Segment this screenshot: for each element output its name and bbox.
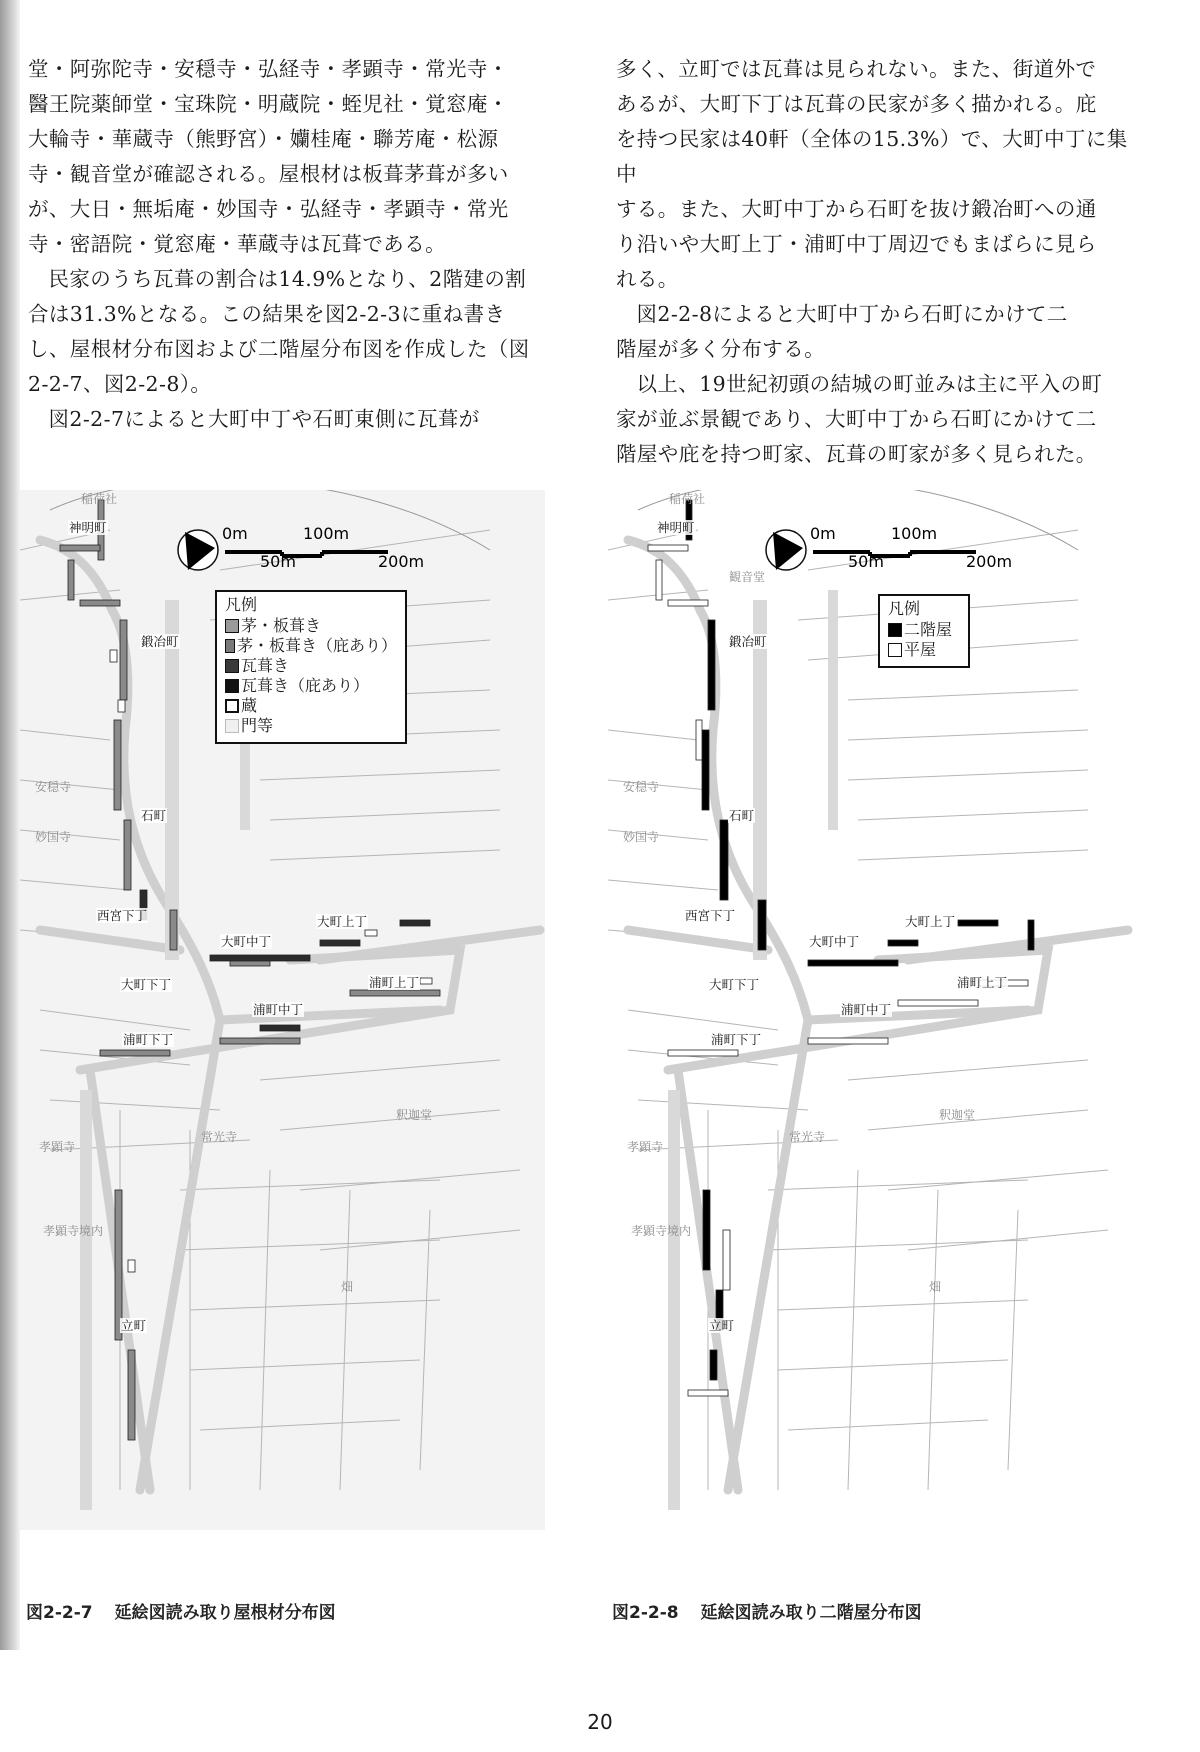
map-label: 浦町下丁 xyxy=(123,1032,174,1047)
swatch-icon xyxy=(888,643,902,657)
legend-item: 二階屋 xyxy=(888,620,960,640)
map-label: 常光寺 xyxy=(201,1130,238,1144)
map-label: 常光寺 xyxy=(789,1130,826,1144)
page-number: 20 xyxy=(587,1710,613,1734)
paragraph-line: あるが、大町下丁は瓦葺の民家が多く描かれる。庇 xyxy=(616,92,1097,116)
scale-50m: 50m xyxy=(260,552,296,571)
paragraph-line: 醫王院薬師堂・宝珠院・明蔵院・蛭児社・覚窓庵・ xyxy=(28,92,509,116)
map-label: 畑 xyxy=(341,1280,354,1294)
scale-100m: 100m xyxy=(303,524,350,543)
page-binding-shadow xyxy=(0,0,20,1650)
legend-item: 瓦葺き xyxy=(225,656,397,676)
paragraph-line: 多く、立町では瓦葺は見られない。また、街道外で xyxy=(616,57,1097,81)
map-label: 稲荷社 xyxy=(669,492,706,506)
map-label: 孝顕寺境内 xyxy=(43,1224,104,1238)
map-label: 妙国寺 xyxy=(35,830,72,844)
scale-0m: 0m xyxy=(810,524,836,543)
paragraph-line: し、屋根材分布図および二階屋分布図を作成した（図 xyxy=(28,337,530,361)
paragraph-line: が、大日・無垢庵・妙国寺・弘経寺・孝顕寺・常光 xyxy=(28,197,509,221)
paragraph-line: り沿いや大町上丁・浦町中丁周辺でもまばらに見ら xyxy=(616,232,1097,256)
paragraph-line: 民家のうち瓦葺の割合は14.9%となり、2階建の割 xyxy=(48,267,527,291)
paragraph-line: 合は31.3%となる。この結果を図2-2-3に重ね書き xyxy=(28,302,506,326)
map-label: 浦町下丁 xyxy=(711,1032,762,1047)
text-column-left xyxy=(28,52,548,437)
figure-caption-left xyxy=(26,1598,336,1623)
scale-200m: 200m xyxy=(378,552,425,571)
north-arrow-icon xyxy=(766,530,806,570)
map-label: 安穏寺 xyxy=(35,780,72,794)
map-label: 畑 xyxy=(929,1280,942,1294)
map-label: 浦町中丁 xyxy=(253,1002,304,1017)
legend-item: 茅・板葺き xyxy=(225,616,397,636)
map-label: 観音堂 xyxy=(729,570,766,584)
text-column-right xyxy=(616,52,1136,472)
scale-200m: 200m xyxy=(966,552,1013,571)
map-label: 大町下丁 xyxy=(709,977,760,992)
scale-50m: 50m xyxy=(848,552,884,571)
map-label: 鍛冶町 xyxy=(729,634,767,649)
map-label: 石町 xyxy=(729,808,755,823)
map-label: 釈迦堂 xyxy=(396,1108,433,1122)
map-label: 鍛冶町 xyxy=(141,634,179,649)
map-label: 石町 xyxy=(141,808,167,823)
paragraph-line: する。また、大町中丁から石町を抜け鍛冶町への通 xyxy=(616,197,1097,221)
legend-two-storey xyxy=(878,594,970,668)
paragraph-line: 図2-2-8によると大町中丁から石町にかけて二 xyxy=(636,302,1068,326)
paragraph-line: 図2-2-7によると大町中丁や石町東側に瓦葺が xyxy=(48,407,480,431)
swatch-icon xyxy=(225,619,239,633)
legend-item: 茅・板葺き（庇あり） xyxy=(225,636,397,656)
scale-0m: 0m xyxy=(222,524,248,543)
map-label: 大町上丁 xyxy=(317,914,368,929)
swatch-icon xyxy=(225,639,235,653)
legend-item: 蔵 xyxy=(225,696,397,716)
legend-item: 瓦葺き（庇あり） xyxy=(225,676,397,696)
map-label: 浦町上丁 xyxy=(957,975,1008,990)
figure-title: 延絵図読み取り屋根材分布図 xyxy=(114,1603,336,1623)
map-label: 安穏寺 xyxy=(623,780,660,794)
scale-100m: 100m xyxy=(891,524,938,543)
map-label: 釈迦堂 xyxy=(939,1108,976,1122)
map-label: 大町下丁 xyxy=(121,977,172,992)
legend-title: 凡例 xyxy=(888,599,921,618)
paragraph-line: 階屋や庇を持つ町家、瓦葺の町家が多く見られた。 xyxy=(616,442,1097,466)
paragraph-line: 階屋が多く分布する。 xyxy=(616,337,825,361)
swatch-icon xyxy=(888,623,902,637)
map-label: 稲荷社 xyxy=(81,492,118,506)
swatch-icon xyxy=(225,679,239,693)
swatch-icon xyxy=(225,699,239,713)
map-label: 大町上丁 xyxy=(905,914,956,929)
map-label: 西宮下丁 xyxy=(97,908,148,923)
map-label: 孝顕寺境内 xyxy=(631,1224,692,1238)
paragraph-line: 家が並ぶ景観であり、大町中丁から石町にかけて二 xyxy=(616,407,1097,431)
scale-bar-icon xyxy=(225,552,388,556)
paragraph-line: 以上、19世紀初頭の結城の町並みは主に平入の町 xyxy=(636,372,1103,396)
map-label: 大町中丁 xyxy=(809,934,860,949)
map-label: 大町中丁 xyxy=(221,934,272,949)
roof-material-map xyxy=(20,490,545,1530)
paragraph-line: れる。 xyxy=(616,267,679,291)
map-label: 孝顕寺 xyxy=(39,1140,76,1154)
map-label: 立町 xyxy=(709,1318,735,1333)
map-label: 西宮下丁 xyxy=(685,908,736,923)
paragraph-line: 寺・密語院・覚窓庵・華蔵寺は瓦葺である。 xyxy=(28,232,446,256)
map-label: 神明町 xyxy=(69,520,107,535)
map-label: 孝顕寺 xyxy=(627,1140,664,1154)
figure-caption-right xyxy=(612,1598,922,1623)
north-arrow-icon xyxy=(178,530,218,570)
map-label: 神明町 xyxy=(657,520,695,535)
paragraph-line: 2-2-7、図2-2-8）。 xyxy=(28,372,212,396)
paragraph-line: を持つ民家は40軒（全体の15.3%）で、大町中丁に集中 xyxy=(616,127,1128,186)
figure-title: 延絵図読み取り二階屋分布図 xyxy=(700,1603,922,1623)
map-label: 浦町中丁 xyxy=(841,1002,892,1017)
figure-number: 図2-2-8 xyxy=(612,1603,679,1623)
legend-roof xyxy=(215,590,407,744)
paragraph-line: 寺・観音堂が確認される。屋根材は板葺茅葺が多い xyxy=(28,162,509,186)
map-label: 浦町上丁 xyxy=(369,975,420,990)
paragraph-line: 大輪寺・華蔵寺（熊野宮）・孏桂庵・聯芳庵・松源 xyxy=(28,127,499,151)
legend-item: 平屋 xyxy=(888,640,960,660)
map-label: 立町 xyxy=(121,1318,147,1333)
two-storey-map xyxy=(608,490,1133,1530)
legend-item: 門等 xyxy=(225,716,397,736)
legend-title: 凡例 xyxy=(225,595,258,614)
swatch-icon xyxy=(225,719,239,733)
swatch-icon xyxy=(225,659,239,673)
scale-bar-icon xyxy=(813,552,976,556)
paragraph-line: 堂・阿弥陀寺・安穏寺・弘経寺・孝顕寺・常光寺・ xyxy=(28,57,509,81)
map-label: 妙国寺 xyxy=(623,830,660,844)
figure-number: 図2-2-7 xyxy=(26,1603,93,1623)
